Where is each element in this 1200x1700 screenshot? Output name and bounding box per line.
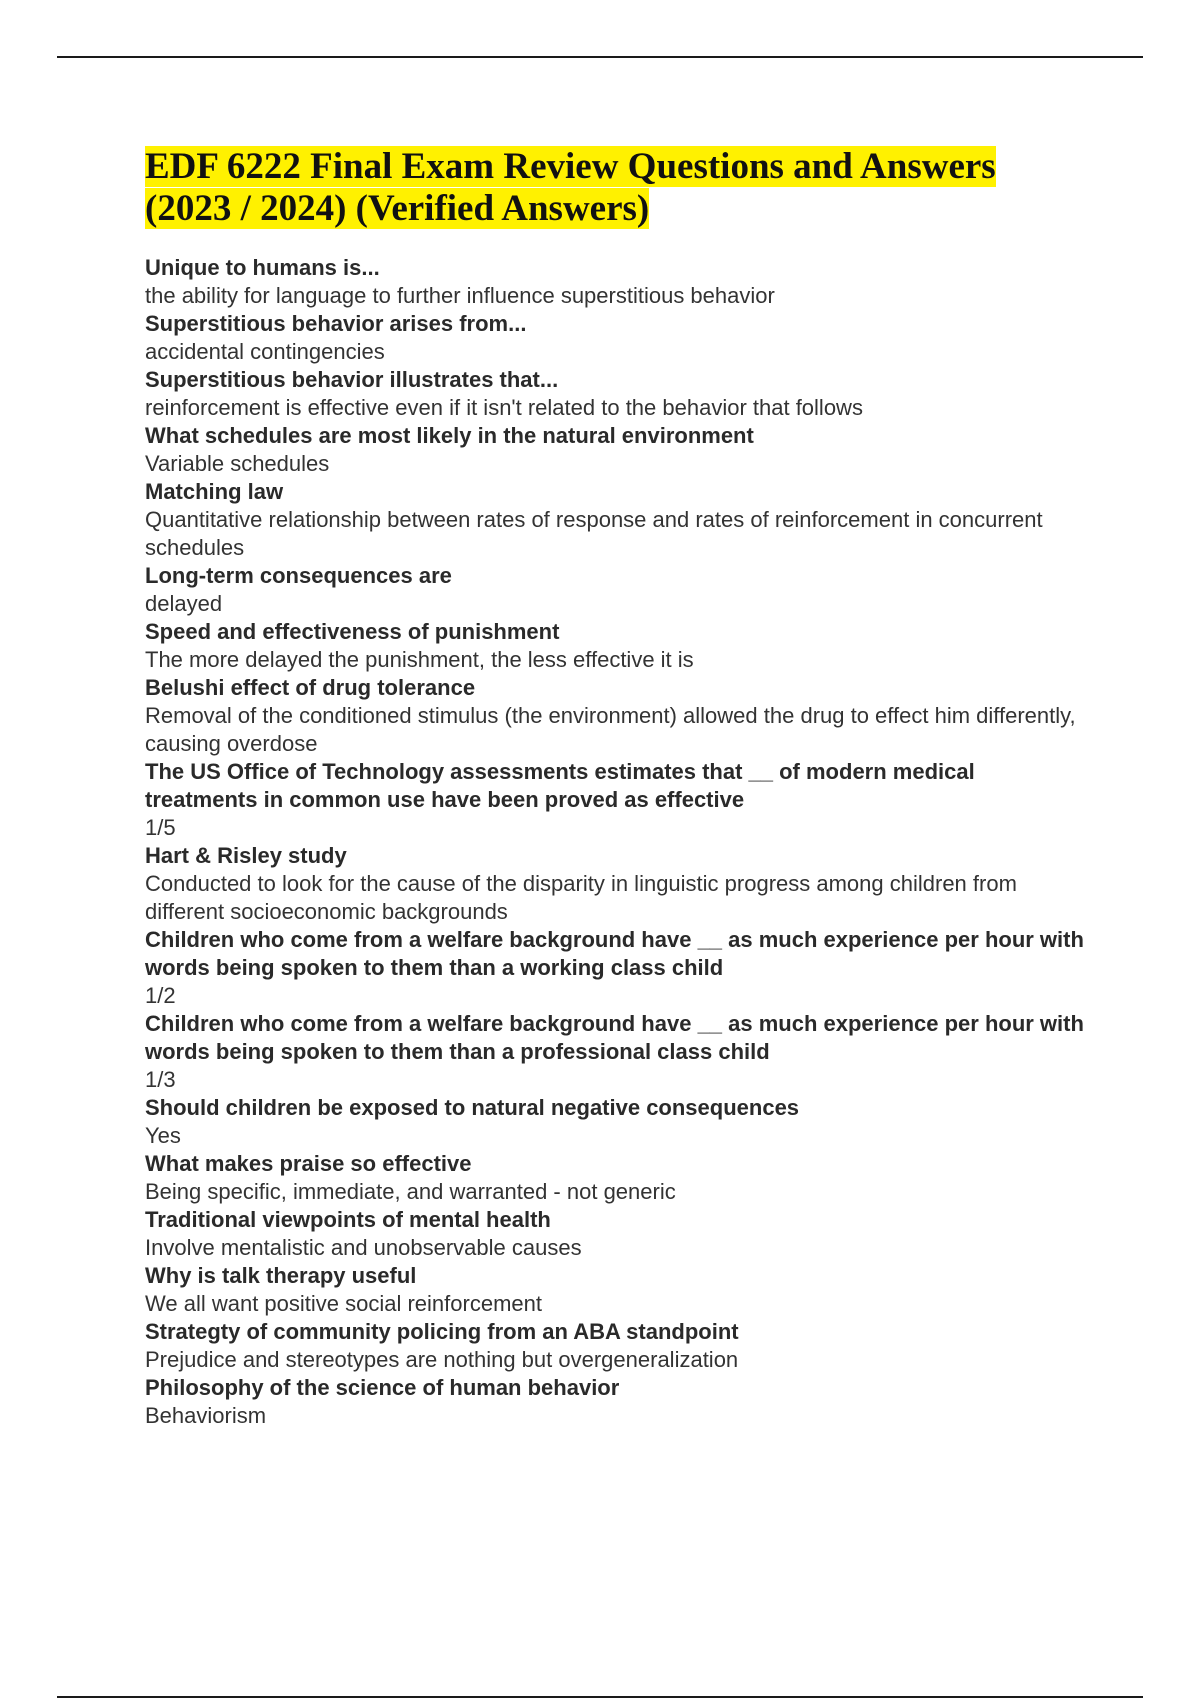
question: Speed and effectiveness of punishment: [145, 619, 560, 644]
answer: reinforcement is effective even if it isn't related to the behavior that follows: [145, 395, 863, 420]
question: Should children be exposed to natural negative consequences: [145, 1095, 800, 1120]
answer: 1/3: [145, 1067, 176, 1092]
qa-item: [145, 422, 1085, 478]
answer: the ability for language to further influence superstitious behavior: [145, 283, 775, 308]
qa-item: [145, 1150, 1085, 1206]
answer: accidental contingencies: [145, 339, 385, 364]
title-highlight: EDF 6222 Final Exam Review Questions and Answers (2023 / 2024) (Verified Answers): [145, 146, 996, 229]
question: Children who come from a welfare background have __ as much experience per hour with words being spoken to them than a professional class child: [145, 1011, 1084, 1064]
answer: The more delayed the punishment, the less effective it is: [145, 647, 694, 672]
question: Long-term consequences are: [145, 563, 452, 588]
qa-item: [145, 1374, 1085, 1430]
answer: Involve mentalistic and unobservable causes: [145, 1235, 582, 1260]
question: Hart & Risley study: [145, 843, 347, 868]
qa-item: [145, 618, 1085, 674]
question: The US Office of Technology assessments estimates that __ of modern medical treatments in common use have been proved as effective: [145, 759, 975, 812]
qa-item: [145, 1094, 1085, 1150]
question: What schedules are most likely in the natural environment: [145, 423, 754, 448]
answer: Variable schedules: [145, 451, 330, 476]
question: Children who come from a welfare background have __ as much experience per hour with words being spoken to them than a working class child: [145, 927, 1084, 980]
question: Philosophy of the science of human behavior: [145, 1375, 620, 1400]
qa-item: [145, 842, 1085, 926]
document-body: [145, 146, 1085, 1430]
answer: Behaviorism: [145, 1403, 267, 1428]
qa-item: [145, 1318, 1085, 1374]
question: Unique to humans is...: [145, 255, 380, 280]
question: Matching law: [145, 479, 284, 504]
answer: Prejudice and stereotypes are nothing but overgeneralization: [145, 1347, 739, 1372]
answer: delayed: [145, 591, 223, 616]
answer: We all want positive social reinforcement: [145, 1291, 542, 1316]
question: Strategty of community policing from an ABA standpoint: [145, 1319, 739, 1344]
top-rule: [57, 56, 1143, 58]
question: Why is talk therapy useful: [145, 1263, 417, 1288]
qa-item: [145, 562, 1085, 618]
question: Superstitious behavior illustrates that...: [145, 367, 559, 392]
qa-item: [145, 1206, 1085, 1262]
answer: 1/2: [145, 983, 176, 1008]
qa-item: [145, 758, 1085, 842]
qa-item: [145, 478, 1085, 562]
question: What makes praise so effective: [145, 1151, 472, 1176]
question: Traditional viewpoints of mental health: [145, 1207, 551, 1232]
answer: 1/5: [145, 815, 176, 840]
bottom-rule: [57, 1696, 1143, 1698]
answer: Being specific, immediate, and warranted - not generic: [145, 1179, 676, 1204]
qa-item: [145, 674, 1085, 758]
qa-item: [145, 254, 1085, 310]
qa-item: [145, 310, 1085, 366]
answer: Conducted to look for the cause of the disparity in linguistic progress among children from different socioeconomic backgrounds: [145, 871, 1017, 924]
qa-item: [145, 366, 1085, 422]
document-title: [145, 146, 1085, 230]
answer: Removal of the conditioned stimulus (the environment) allowed the drug to effect him differently, causing overdose: [145, 703, 1076, 756]
answer: Yes: [145, 1123, 181, 1148]
qa-item: [145, 926, 1085, 1010]
qa-item: [145, 1010, 1085, 1094]
qa-item: [145, 1262, 1085, 1318]
qa-list: [145, 254, 1085, 1430]
question: Belushi effect of drug tolerance: [145, 675, 476, 700]
answer: Quantitative relationship between rates of response and rates of reinforcement in concurrent schedules: [145, 507, 1043, 560]
question: Superstitious behavior arises from...: [145, 311, 527, 336]
